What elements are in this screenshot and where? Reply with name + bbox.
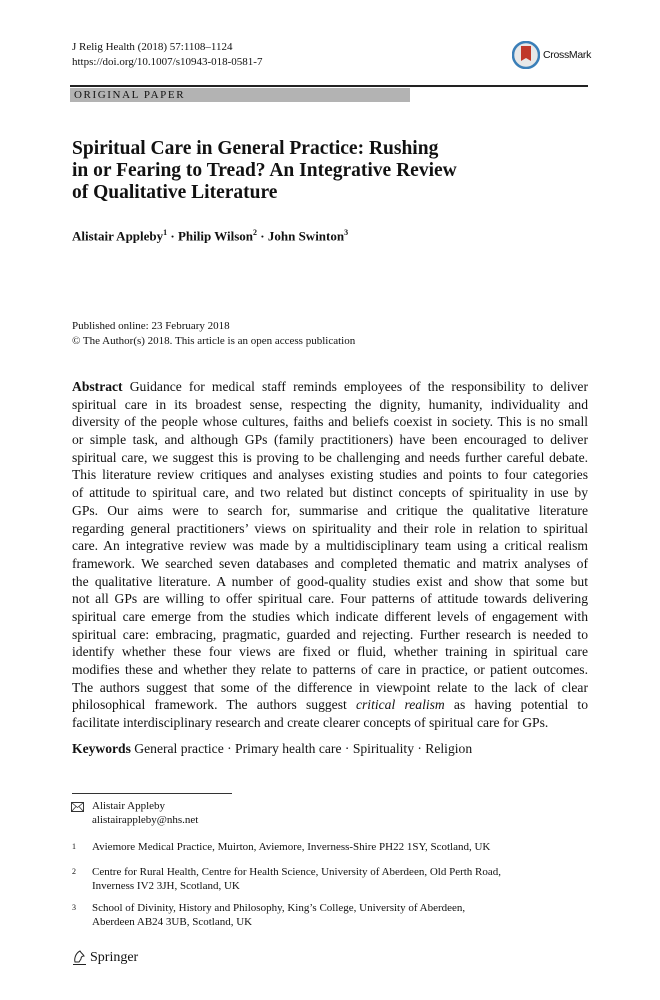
abstract-line: The authors suggest that some of the difference in viewpoint relate to the lack of clear [72, 679, 588, 695]
affiliation-marker: 3 [344, 228, 349, 237]
abstract-line: This literature review critiques and analyses existing studies and points to four categories [72, 467, 588, 483]
abstract-line: spiritual care: embracing, pragmatic, guarded and rejecting. Further research is needed to [72, 626, 588, 642]
author-email[interactable]: alistairappleby@nhs.net [92, 814, 199, 826]
crossmark-icon [512, 41, 540, 69]
abstract-line: framework. We searched seven databases and completed thematic and matrix analyses of [72, 555, 588, 571]
affiliation-number: 3 [72, 903, 76, 912]
affiliation-number: 1 [72, 842, 76, 851]
affiliation-text: Centre for Rural Health, Centre for Health Science, University of Aberdeen, Old Perth Road, [92, 866, 502, 878]
abstract-line: not all GPs are willing to offer spiritual care. Four patterns of attitude towards delivering [72, 591, 588, 607]
abstract [72, 378, 588, 732]
abstract-line: the qualitative literature. A number of good-quality studies exist and show that some but [72, 573, 588, 589]
author-separator: · [170, 228, 175, 244]
abstract-text: as having potential to [444, 697, 589, 713]
keywords-label: Keywords [72, 741, 131, 756]
abstract-line: regarding general practitioners’ views on spirituality and their role in relation to spiritual [72, 520, 588, 536]
crossmark-label: CrossMark [543, 49, 592, 61]
abstract-line: care. An integrative review was made by a multidisciplinary team using a critical realism [72, 538, 588, 554]
abstract-line: spiritual care, we suggest this is proving to be challenging and needs further careful debate. [72, 449, 588, 465]
abstract-line: or simple task, and although GPs (family practitioners) have been encouraged to deliver [72, 432, 588, 448]
title-line: Spiritual Care in General Practice: Rushing [72, 138, 439, 159]
doi-link[interactable]: https://doi.org/10.1007/s10943-018-0581-7 [72, 56, 263, 68]
abstract-line: diversity of the people whose cultures, faiths and beliefs coexist in society. This is no small [72, 414, 588, 430]
affiliation-text: Aviemore Medical Practice, Muirton, Aviemore, Inverness-Shire PH22 1SY, Scotland, UK [92, 841, 491, 853]
section-label: ORIGINAL PAPER [70, 88, 410, 102]
abstract-line: of attitude to spiritual care, and two related but distinct concepts of spirituality in use by [72, 485, 588, 501]
abstract-line: spiritual care in its broadest sense, respecting the dignity, humanity, individuality and [72, 396, 588, 412]
author-list [72, 228, 348, 244]
author-name[interactable]: John Swinton [267, 228, 345, 244]
abstract-emphasis: critical realism [355, 697, 445, 713]
abstract-line: identify whether these four views are fixed or fluid, whether training in spiritual care [72, 644, 588, 660]
keywords-list: General practice · Primary health care · Spirituality · Religion [130, 741, 473, 756]
author-name[interactable]: Philip Wilson [177, 228, 254, 244]
article-title [72, 138, 457, 204]
journal-citation: J Relig Health (2018) 57:1108–1124 [72, 41, 233, 53]
author-name[interactable]: Alistair Appleby [72, 228, 164, 244]
publisher-name: Springer [90, 949, 139, 965]
footnote-rule [72, 793, 232, 794]
title-line: in or Fearing to Tread? An Integrative Review [72, 160, 457, 181]
header-rule [70, 85, 588, 87]
abstract-line: GPs. Our aims were to search for, summarise and critique the qualitative literature [72, 502, 588, 518]
envelope-icon [71, 802, 84, 812]
title-line: of Qualitative Literature [72, 182, 278, 203]
affiliation-text: Inverness IV2 3JH, Scotland, UK [92, 880, 240, 892]
springer-horse-icon [72, 949, 87, 966]
abstract-label: Abstract [72, 379, 123, 394]
affiliation-number: 2 [72, 867, 76, 876]
corresponding-author: Alistair Appleby [92, 800, 166, 812]
abstract-line: spiritual care emerge from the studies which indicate different levels of engagement with [72, 608, 588, 624]
abstract-line: Guidance for medical staff reminds employees of the responsibility to deliver [122, 379, 588, 394]
published-date: Published online: 23 February 2018 [72, 320, 230, 332]
affiliation-text: School of Divinity, History and Philosophy, King’s College, University of Aberdeen, [92, 902, 466, 914]
crossmark-badge[interactable] [512, 41, 591, 69]
affiliation-marker: 1 [163, 228, 168, 237]
abstract-line: modifies these and whether they relate to patterns of care in practice, or patient outcomes. [72, 662, 588, 677]
author-separator: · [260, 228, 265, 244]
abstract-line [72, 696, 588, 714]
abstract-text: philosophical framework. The authors suggest [72, 697, 356, 713]
abstract-line: facilitate interdisciplinary research and create clearer concepts of spiritual care for GPs. [72, 715, 549, 731]
copyright-notice: © The Author(s) 2018. This article is an open access publication [72, 335, 356, 347]
affiliation-marker: 2 [253, 228, 258, 237]
publisher-logo [72, 949, 138, 966]
keywords [72, 741, 472, 757]
affiliation-text: Aberdeen AB24 3UB, Scotland, UK [92, 916, 253, 928]
